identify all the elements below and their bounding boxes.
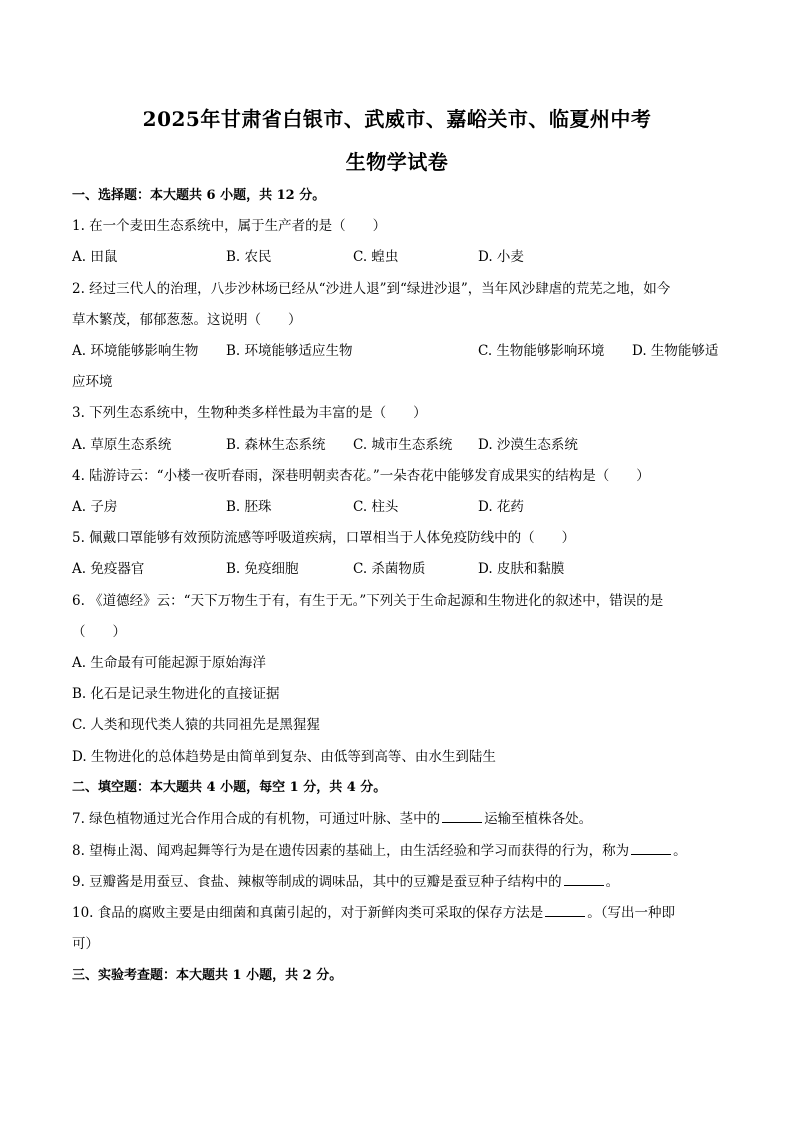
question-3-stem: 3. 下列生态系统中，生物种类多样性最为丰富的是（ ） [72, 405, 427, 421]
q8-answer-blank[interactable] [631, 842, 671, 855]
q4-option-c: C. 柱头 [353, 499, 399, 515]
section-heading-fill: 二、填空题：本大题共 4 小题，每空 1 分，共 4 分。 [72, 780, 387, 795]
q2-option-c: C. 生物能够影响环境 [478, 343, 605, 359]
question-10 [72, 904, 732, 922]
question-6-stem-line1: 6. 《道德经》云：“天下万物生于有，有生于无。”下列关于生命起源和生物进化的叙述中，错误的是 [72, 593, 664, 609]
q1-option-d: D. 小麦 [478, 249, 524, 265]
q4-option-b: B. 胚珠 [226, 499, 272, 515]
question-4-stem: 4. 陆游诗云：“小楼一夜听春雨，深巷明朝卖杏花。”一朵杏花中能够发育成果实的结构是（ ） [72, 468, 650, 484]
q4-option-d: D. 花药 [478, 499, 524, 515]
q2-option-d: D. 生物能够适 [632, 343, 719, 359]
q7-text-after: 运输至植株各处。 [484, 811, 593, 827]
q2-option-b: B. 环境能够适应生物 [226, 343, 353, 359]
question-5-stem: 5. 佩戴口罩能够有效预防流感等呼吸道疾病，口罩相当于人体免疫防线中的（ ） [72, 530, 576, 546]
q3-option-c: C. 城市生态系统 [353, 437, 453, 453]
q10-text-after: 。（写出一种即 [587, 905, 676, 921]
q9-text-before: 9. 豆瓣酱是用蚕豆、食盐、辣椒等制成的调味品，其中的豆瓣是蚕豆种子结构中的 [72, 874, 562, 890]
q6-option-c: C. 人类和现代类人猿的共同祖先是黑猩猩 [72, 717, 320, 733]
q7-text-before: 7. 绿色植物通过光合作用合成的有机物，可通过叶脉、茎中的 [72, 811, 441, 827]
q6-option-a: A. 生命最有可能起源于原始海洋 [72, 655, 266, 671]
q7-answer-blank[interactable] [442, 810, 482, 823]
q2-option-a: A. 环境能够影响生物 [72, 343, 199, 359]
question-2-stem-line1: 2. 经过三代人的治理，八步沙林场已经从“沙进人退”到“绿进沙退”，当年风沙肆虐的荒芜之地，如今 [72, 281, 671, 297]
q4-option-a: A. 子房 [72, 499, 118, 515]
q3-option-d: D. 沙漠生态系统 [478, 437, 578, 453]
q5-option-b: B. 免疫细胞 [226, 561, 299, 577]
question-7 [72, 810, 732, 828]
q3-option-a: A. 草原生态系统 [72, 437, 172, 453]
q2-option-d-continued: 应环境 [72, 374, 113, 390]
q1-option-b: B. 农民 [226, 249, 272, 265]
q9-answer-blank[interactable] [564, 873, 604, 886]
question-10-continued: 可） [72, 936, 99, 952]
q10-text-before: 10. 食品的腐败主要是由细菌和真菌引起的，对于新鲜肉类可采取的保存方法是 [72, 905, 544, 921]
q9-text-after: 。 [605, 874, 620, 890]
exam-subtitle: 生物学试卷 [345, 150, 449, 174]
q3-option-b: B. 森林生态系统 [226, 437, 326, 453]
section-heading-experiment: 三、实验考查题：本大题共 1 小题，共 2 分。 [72, 968, 343, 983]
question-9 [72, 873, 732, 891]
section-heading-choice: 一、选择题：本大题共 6 小题，共 12 分。 [72, 188, 326, 203]
q8-text-after: 。 [673, 843, 687, 859]
question-1-stem: 1. 在一个麦田生态系统中，属于生产者的是（ ） [72, 218, 387, 234]
q8-text-before: 8. 望梅止渴、闻鸡起舞等行为是在遗传因素的基础上，由生活经验和学习而获得的行为，称为 [72, 843, 630, 859]
q5-option-a: A. 免疫器官 [72, 561, 145, 577]
exam-title: 2025年甘肃省白银市、武威市、嘉峪关市、临夏州中考 [142, 107, 652, 131]
q1-option-c: C. 蝗虫 [353, 249, 399, 265]
question-6-stem-line2: （ ） [72, 624, 126, 640]
q6-option-b: B. 化石是记录生物进化的直接证据 [72, 686, 280, 702]
q5-option-d: D. 皮肤和黏膜 [478, 561, 565, 577]
q1-option-a: A. 田鼠 [72, 249, 118, 265]
q10-answer-blank[interactable] [545, 904, 585, 917]
question-8 [72, 842, 732, 860]
q6-option-d: D. 生物进化的总体趋势是由简单到复杂、由低等到高等、由水生到陆生 [72, 749, 496, 765]
q5-option-c: C. 杀菌物质 [353, 561, 426, 577]
question-2-stem-line2: 草木繁茂，郁郁葱葱。这说明（ ） [72, 312, 302, 328]
